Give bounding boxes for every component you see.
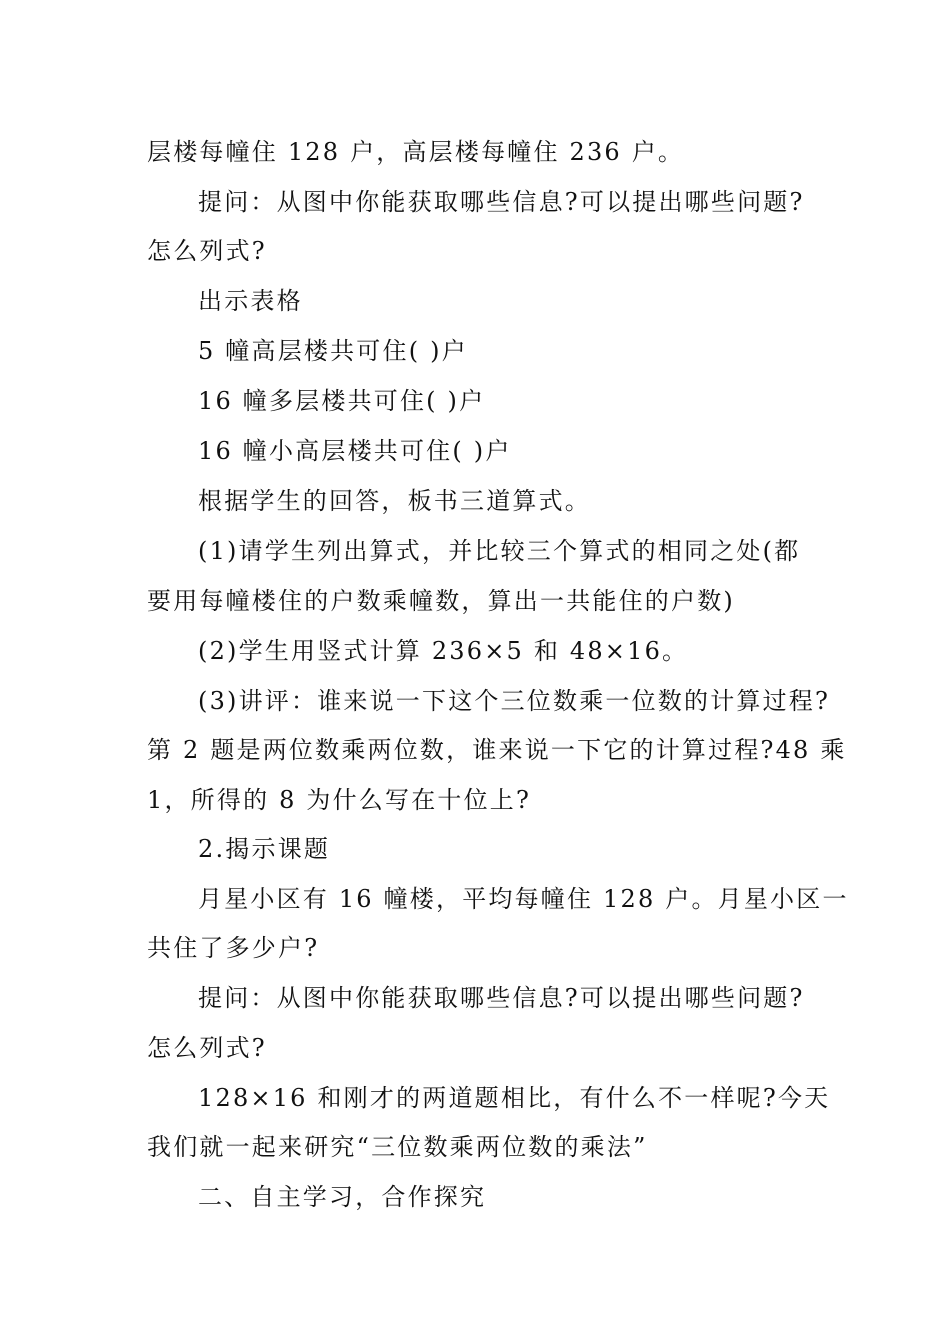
text-line: (2)学生用竖式计算 236×5 和 48×16。 [198, 637, 689, 665]
text-line: 共住了多少户? [147, 934, 320, 962]
text-line: 二、自主学习，合作探究 [198, 1183, 487, 1211]
text-line: 16 幢多层楼共可住( )户 [198, 387, 486, 415]
text-line: (3)讲评：谁来说一下这个三位数乘一位数的计算过程? [198, 687, 831, 715]
text-line: 根据学生的回答，板书三道算式。 [198, 487, 591, 515]
text-line: 128×16 和刚才的两道题相比，有什么不一样呢?今天 [198, 1084, 831, 1112]
text-line: 5 幢高层楼共可住( )户 [198, 337, 468, 365]
text-line: 1，所得的 8 为什么写在十位上? [147, 786, 532, 814]
text-line: 怎么列式? [147, 1034, 267, 1062]
text-line: 2.揭示课题 [198, 835, 331, 863]
text-line: 月星小区有 16 幢楼，平均每幢住 128 户。月星小区一 [198, 885, 849, 913]
text-line: 提问：从图中你能获取哪些信息?可以提出哪些问题? [198, 188, 805, 216]
text-line: 出示表格 [198, 287, 303, 315]
text-line: 我们就一起来研究“三位数乘两位数的乘法” [147, 1133, 648, 1161]
text-line: 提问：从图中你能获取哪些信息?可以提出哪些问题? [198, 984, 805, 1012]
text-line: 层楼每幢住 128 户，高层楼每幢住 236 户。 [147, 138, 685, 166]
text-line: 第 2 题是两位数乘两位数，谁来说一下它的计算过程?48 乘 [147, 736, 847, 764]
text-line: 怎么列式? [147, 237, 267, 265]
text-line: 要用每幢楼住的户数乘幢数，算出一共能住的户数) [147, 587, 735, 615]
text-line: (1)请学生列出算式，并比较三个算式的相同之处(都 [198, 537, 801, 565]
text-line: 16 幢小高层楼共可住( )户 [198, 437, 512, 465]
